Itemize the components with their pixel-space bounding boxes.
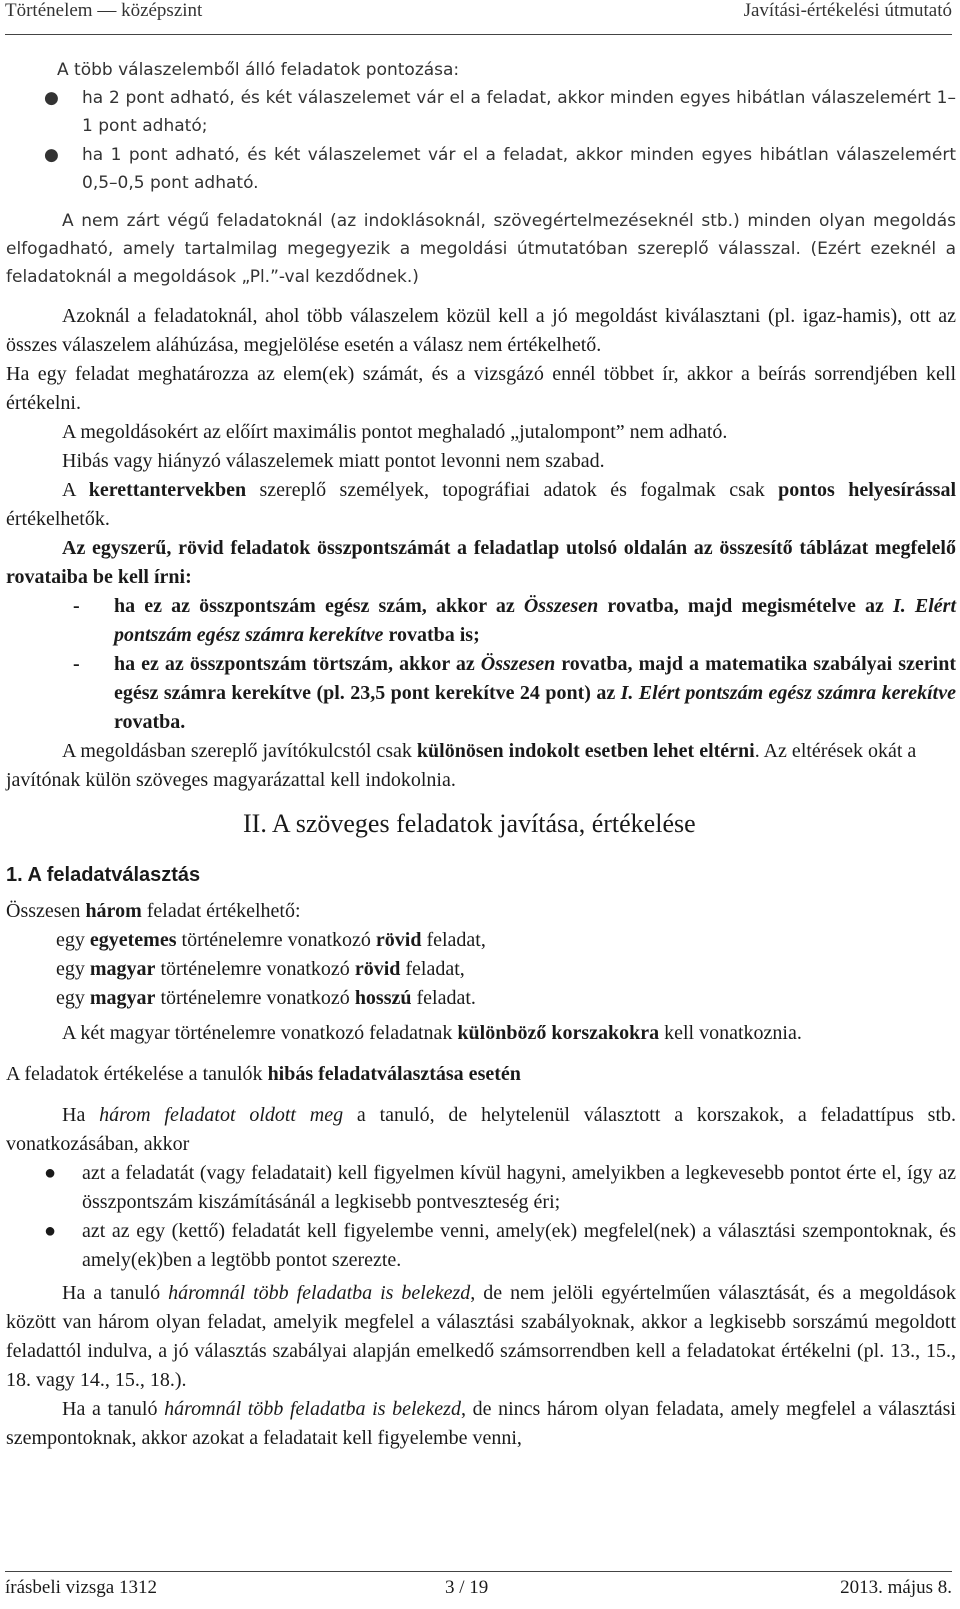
task-item: egy egyetemes történelemre vonatkozó rövid feladat,: [56, 928, 486, 951]
header-subject: Történelem — középszint: [5, 0, 203, 21]
rule-paragraph: A megoldásokért az előírt maximális pontot meghaladó „jutalompont” nem adható.: [62, 420, 728, 443]
dash-item: - ha ez az összpontszám egész szám, akkor az Összesen rovatba, majd megismételve az I. Elért pontszám egész számra kerekítve rovatba is;: [73, 594, 956, 646]
rules-block: [6, 302, 956, 795]
wrong-choice-bullets: [6, 1159, 956, 1275]
bullet-icon: ●: [44, 1219, 57, 1242]
open-tasks-paragraph: A nem zárt végű feladatoknál (az indoklásoknál, szövegértelmezéseknél stb.) minden olyan megoldás elfogadható, amely tartalmilag megegyezik a megoldási útmutatóban szereplő válasszal. (Ezért ezeknél a feladatoknál a megoldások „Pl.”-val kezdődnek.): [6, 211, 956, 288]
page-content: [6, 56, 956, 1453]
bullet-icon: ●: [44, 1161, 57, 1184]
rule-paragraph: Azoknál a feladatoknál, ahol több válaszelem közül kell a jó megoldást kiválasztani (pl. igaz-hamis), ott az összes válaszelem aláhúzása, megjelölése esetén a válasz nem értékelhető.: [6, 304, 956, 356]
scoring-block: [6, 56, 956, 292]
subsection-title: 1. A feladatválasztás: [6, 863, 201, 886]
rule-paragraph: A kerettantervekben szereplő személyek, topográfiai adatok és fogalmak csak pontos helyesírással értékelhetők.: [6, 478, 957, 530]
footer-date: 2013. május 8.: [840, 1577, 952, 1598]
wrong-choice-bullet: ● azt a feladatát (vagy feladatait) kell figyelmen kívül hagyni, amelyikben a legkevesebb pontot érte el, így az összpontszám kiszámításánál a legkisebb pontveszteség éri;: [6, 1159, 956, 1217]
task-selection-block: [6, 897, 956, 1453]
footer-rule: [5, 1571, 952, 1572]
section-heading-area: [6, 809, 956, 889]
bullet-icon: ●: [44, 88, 59, 109]
scoring-bullets: [6, 84, 956, 197]
summary-dash-list: [6, 592, 956, 737]
more-than-three-paragraph: Ha a tanuló háromnál több feladatba is belekezd, de nincs három olyan feladata, amely megfelel a választási szempontoknak, akkor azokat a feladatait kell figyelembe venni,: [6, 1397, 956, 1449]
two-hungarian-rule: A két magyar történelemre vonatkozó feladatnak különböző korszakokra kell vonatkoznia.: [62, 1021, 802, 1044]
task-item: egy magyar történelemre vonatkozó hosszú feladat.: [56, 986, 476, 1009]
more-than-three-paragraph: Ha a tanuló háromnál több feladatba is belekezd, de nem jelöli egyértelműen választását, és a megoldások között van három olyan feladat, amelyik megfelel a választási szabályoknak, akkor a legkisebb sorszámú megoldott feladattól indulva, a jó választás szabályai alapján emelkedő számsorrendben kell a feladatokat értékelni (pl. 13., 15., 18. vagy 14., 15., 18.).: [6, 1281, 957, 1391]
task-item: egy magyar történelemre vonatkozó rövid feladat,: [56, 957, 465, 980]
dash-item: - ha ez az összpontszám törtszám, akkor az Összesen rovatba, majd a matematika szabályai szerint egész számra kerekítve (pl. 23,5 pont kerekítve 24 pont) az I. Elért pontszám egész számra kerekítve rovatba.: [73, 652, 956, 733]
scoring-title: A több válaszelemből álló feladatok pontozása:: [57, 60, 460, 80]
summary-rule: Az egyszerű, rövid feladatok összpontszámát a feladatlap utolsó oldalán az összesítő táblázat megfelelő rovataiba be kell írni:: [6, 536, 956, 588]
header-doc-type: Javítási-értékelési útmutató: [743, 0, 952, 21]
total-tasks: Összesen három feladat értékelhető:: [6, 899, 301, 922]
rule-paragraph: Ha egy feladat meghatározza az elem(ek) számát, és a vizsgázó ennél többet ír, akkor a beírás sorrendjében kell értékelni.: [6, 362, 956, 414]
rule-paragraph: Hibás vagy hiányzó válaszelemek miatt pontot levonni nem szabad.: [62, 449, 605, 472]
page-header: [5, 0, 952, 34]
header-rule: [5, 34, 952, 35]
scoring-bullet: ● ha 2 pont adható, és két válaszelemet vár el a feladat, akkor minden egyes hibátlan válaszelemért 1–1 pont adható;: [6, 84, 956, 140]
bullet-icon: ●: [44, 144, 59, 165]
evaluation-title: A feladatok értékelése a tanulók hibás feladatválasztása esetén: [6, 1062, 521, 1085]
deviation-rule: A megoldásban szereplő javítókulcstól csak különösen indokolt esetben lehet eltérni. Az eltérések okát a javítónak külön szöveges magyarázattal kell indokolnia.: [6, 739, 917, 791]
scoring-bullet: ● ha 1 pont adható, és két válaszelemet vár el a feladat, akkor minden egyes hibátlan válaszelemért 0,5–0,5 pont adható.: [6, 141, 956, 197]
footer-exam-code: írásbeli vizsga 1312: [5, 1577, 157, 1598]
wrong-choice-paragraph: Ha három feladatot oldott meg a tanuló, de helytelenül választott a korszakok, a feladattípus stb. vonatkozásában, akkor: [6, 1103, 956, 1155]
wrong-choice-bullet: ● azt az egy (kettő) feladatát kell figyelembe venni, amely(ek) megfelel(nek) a választási szempontoknak, és amely(ek)ben a legtöbb pontot szerezte.: [6, 1217, 956, 1275]
section-title: II. A szöveges feladatok javítása, értékelése: [243, 808, 696, 838]
page-number: 3 / 19: [445, 1577, 489, 1598]
